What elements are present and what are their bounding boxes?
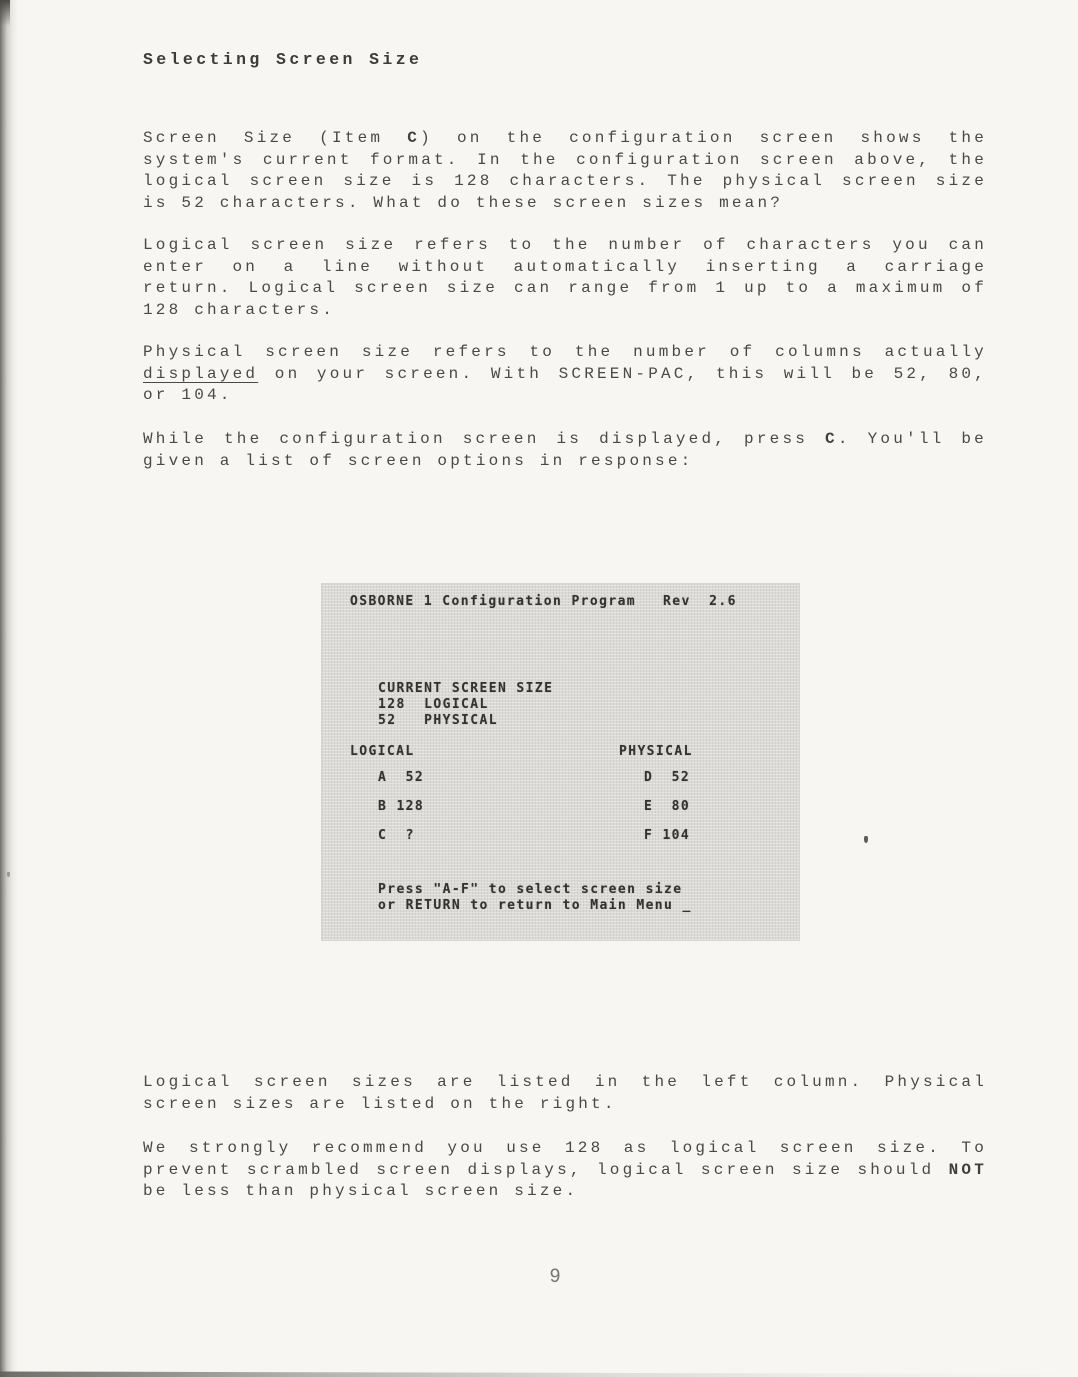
crt-prompt-line2: or RETURN to return to Main Menu _	[378, 898, 692, 913]
paragraph-text: ) on the configuration screen shows the system's current format. In the configuration screen above, the logical screen size is 128 characters. The physical screen size is 52 characters. What do these screen sizes mean?	[143, 129, 987, 213]
paragraph-text: be less than physical screen size.	[143, 1182, 579, 1201]
paragraph-physical-size	[143, 342, 987, 407]
scan-left-edge-top-shadow	[0, 0, 10, 26]
ink-speck	[864, 836, 868, 843]
paragraph-text: Physical screen size refers to the number of columns actually	[143, 343, 987, 361]
crt-option-d: D 52	[644, 770, 691, 785]
crt-current-physical: 52 PHYSICAL	[378, 713, 498, 728]
crt-option-c: C ?	[378, 828, 415, 843]
crt-physical-header: PHYSICAL	[619, 744, 693, 759]
config-screen-screenshot	[322, 584, 799, 940]
paragraph-text: . You'll be given a list of screen options in response:	[143, 430, 987, 470]
paragraph-press-c	[143, 429, 987, 472]
paragraph-text: on your screen. With SCREEN-PAC, this will be 52, 80, or 104.	[143, 364, 987, 405]
crt-program-title: OSBORNE 1 Configuration Program	[350, 594, 637, 609]
scan-left-edge-shadow	[0, 0, 18, 1377]
paragraph-text: While the configuration screen is displayed, press	[143, 430, 826, 448]
crt-option-a: A 52	[378, 770, 425, 785]
item-c-bold: C	[407, 129, 421, 147]
not-bold: NOT	[948, 1160, 987, 1179]
scan-bottom-edge-shadow	[0, 1367, 1078, 1377]
paragraph-columns-explained: Logical screen sizes are listed in the left column. Physical screen sizes are listed on the right.	[143, 1073, 987, 1113]
crt-option-b: B 128	[378, 799, 425, 814]
crt-option-e: E 80	[644, 799, 691, 814]
crt-logical-header: LOGICAL	[350, 744, 415, 759]
crt-current-size-title: CURRENT SCREEN SIZE	[378, 681, 554, 696]
paragraph-recommendation	[143, 1138, 987, 1203]
crt-option-f: F 104	[644, 828, 691, 843]
crt-prompt-line1: Press "A-F" to select screen size	[378, 882, 683, 897]
page-title: Selecting Screen Size	[143, 50, 423, 69]
paragraph-text: Screen Size (Item	[143, 129, 408, 147]
page-number: 9	[549, 1266, 561, 1287]
paragraph-screen-size-intro	[143, 128, 987, 215]
crt-revision-label: Rev 2.6	[663, 594, 737, 609]
ink-speck	[7, 872, 10, 877]
paragraph-logical-size: Logical screen size refers to the number of characters you can enter on a line without automatically inserting a carriage return. Logical screen size can range from 1 up to a maximum of 128 characters.	[143, 236, 987, 320]
press-c-bold: C	[825, 430, 838, 448]
displayed-underlined: displayed	[143, 364, 259, 383]
paragraph-text: We strongly recommend you use 128 as logical screen size. To prevent scrambled screen displays, logical screen size should	[143, 1139, 987, 1179]
crt-current-logical: 128 LOGICAL	[378, 697, 489, 712]
